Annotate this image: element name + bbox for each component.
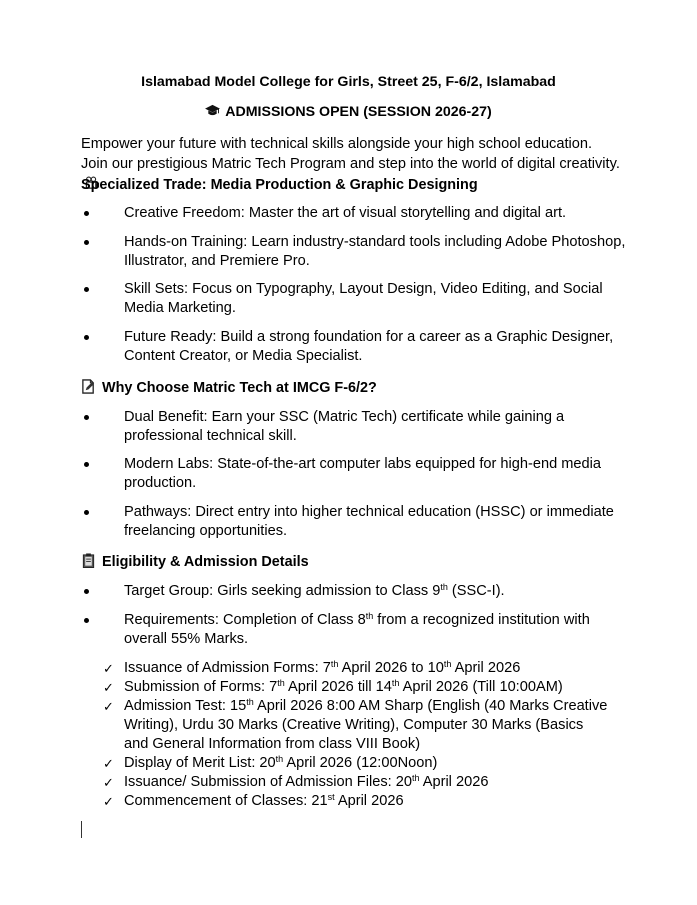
list-item: Target Group: Girls seeking admission to Class 9th (SSC-I).	[81, 582, 641, 601]
checkmark-icon: ✓	[103, 661, 114, 676]
admissions-open-text: ADMISSIONS OPEN (SESSION 2026-27)	[225, 104, 492, 120]
why-choose-heading-text: Why Choose Matric Tech at IMCG F-6/2?	[102, 380, 377, 396]
checkmark-icon: ✓	[103, 699, 114, 714]
checkmark-icon: ✓	[103, 680, 114, 695]
eligibility-heading-text: Eligibility & Admission Details	[102, 554, 309, 570]
eligibility-heading	[81, 553, 309, 570]
text-cursor[interactable]	[81, 821, 82, 838]
schedule-item: ✓ Submission of Forms: 7th April 2026 till 14th April 2026 (Till 10:00AM)	[103, 678, 563, 695]
bullet-icon	[84, 287, 89, 292]
bullet-icon	[84, 618, 89, 623]
schedule-item: ✓ Issuance/ Submission of Admission Files: 20th April 2026	[103, 773, 489, 790]
intro-text: Empower your future with technical skills alongside your high school education. Join our prestigious Matric Tech Program and step into the world of digital creativity.	[81, 136, 620, 172]
bullet-icon	[84, 462, 89, 467]
list-item: Skill Sets: Focus on Typography, Layout Design, Video Editing, and Social Media Marketing.	[81, 280, 641, 318]
checkmark-icon: ✓	[103, 775, 114, 790]
bullet-icon	[84, 211, 89, 216]
why-choose-heading	[81, 379, 377, 396]
graduation-cap-icon	[205, 104, 220, 117]
memo-edit-icon	[81, 379, 96, 394]
list-item: Hands-on Training: Learn industry-standard tools including Adobe Photoshop, Illustrator, and Premiere Pro.	[81, 233, 641, 271]
schedule-item: ✓ Issuance of Admission Forms: 7th April 2026 to 10th April 2026	[103, 659, 521, 676]
schedule-item: ✓ Commencement of Classes: 21st April 2026	[103, 792, 404, 809]
bullet-icon	[84, 240, 89, 245]
schedule-item: ✓ Display of Merit List: 20th April 2026 (12:00Noon)	[103, 754, 438, 771]
college-address-title: Islamabad Model College for Girls, Street 25, F-6/2, Islamabad	[141, 74, 556, 90]
checkmark-icon: ✓	[103, 756, 114, 771]
checkmark-icon: ✓	[103, 794, 114, 809]
admissions-open-title	[0, 104, 697, 120]
specialized-trade-heading: Specialized Trade: Media Production & Graphic Designing	[81, 177, 478, 193]
list-item: Requirements: Completion of Class 8th from a recognized institution with overall 55% Marks.	[81, 611, 641, 649]
clipboard-icon	[81, 553, 96, 568]
list-item: Dual Benefit: Earn your SSC (Matric Tech) certificate while gaining a professional technical skill.	[81, 408, 641, 446]
schedule-item: ✓ Admission Test: 15th April 2026 8:00 AM Sharp (English (40 Marks Creative Writing), Urdu 30 Marks (Creative Writing), Computer 30 Marks (Basics and General Information from class VIII Book)	[103, 697, 608, 752]
bullet-icon	[84, 415, 89, 420]
bullet-icon	[84, 510, 89, 515]
list-item: Creative Freedom: Master the art of visual storytelling and digital art.	[81, 204, 641, 223]
bullet-icon	[84, 589, 89, 594]
list-item: Future Ready: Build a strong foundation for a career as a Graphic Designer, Content Creator, or Media Specialist.	[81, 328, 641, 366]
bullet-icon	[84, 335, 89, 340]
list-item: Modern Labs: State-of-the-art computer labs equipped for high-end media production.	[81, 455, 641, 493]
list-item: Pathways: Direct entry into higher technical education (HSSC) or immediate freelancing opportunities.	[81, 503, 641, 541]
